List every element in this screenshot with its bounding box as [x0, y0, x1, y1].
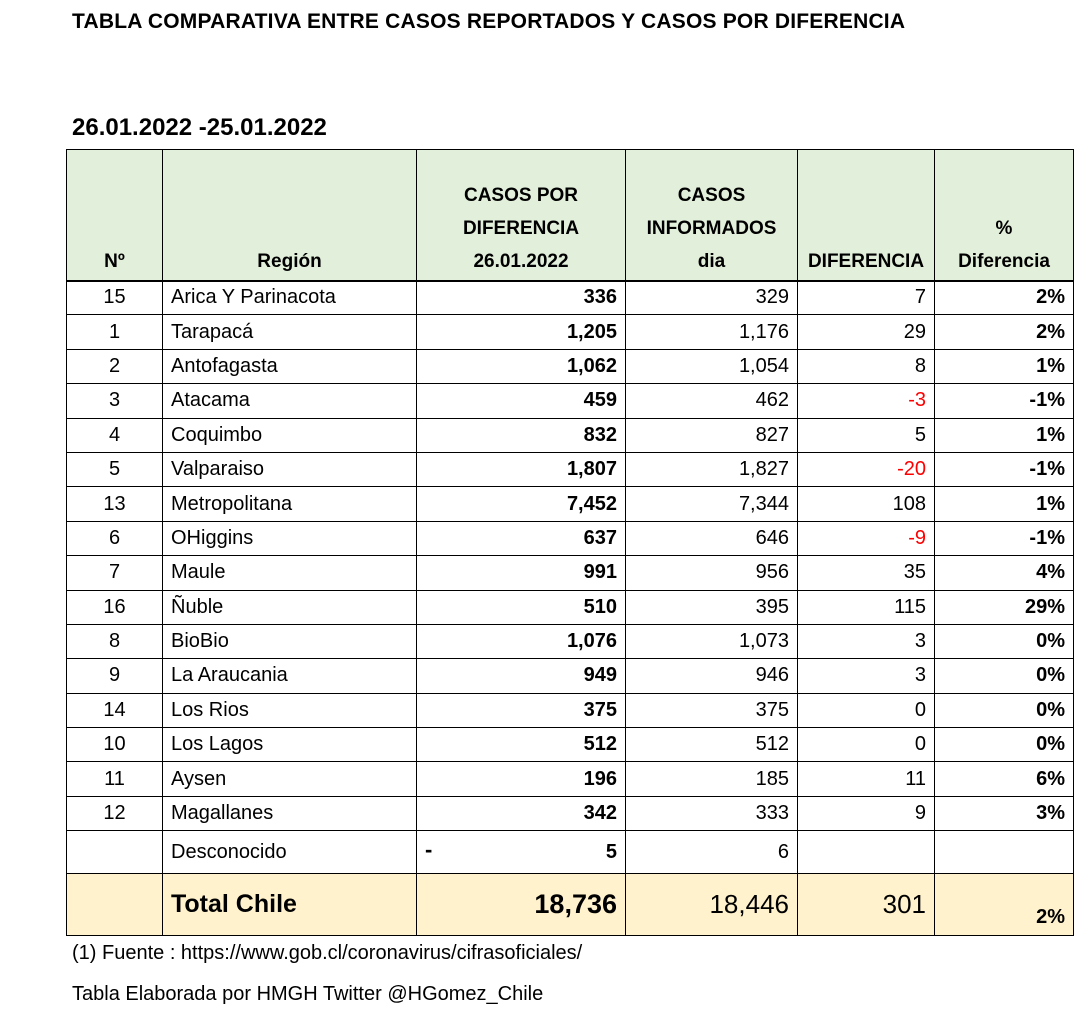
cell-pct: -1% [935, 452, 1074, 486]
cell-pct: 1% [935, 418, 1074, 452]
cell-casos-informados: 646 [626, 521, 798, 555]
cell-diferencia: 3 [798, 624, 935, 658]
cell-casos-informados: 462 [626, 384, 798, 418]
cell-region: OHiggins [163, 521, 417, 555]
cell-casos-diferencia: 510 [417, 590, 626, 624]
cell-region: Tarapacá [163, 315, 417, 349]
cell-diferencia: 108 [798, 487, 935, 521]
table-row [67, 521, 1074, 555]
table-row [67, 487, 1074, 521]
total-casos-informados: 18,446 [626, 874, 798, 936]
cell-region: Maule [163, 556, 417, 590]
header-region: Región [163, 150, 417, 281]
header-casos-informados [626, 150, 798, 281]
cell-casos-informados: 333 [626, 796, 798, 830]
table-row [67, 796, 1074, 830]
cell-region: Los Rios [163, 693, 417, 727]
total-label: Total Chile [163, 874, 417, 936]
cell-region: Antofagasta [163, 349, 417, 383]
cell-diferencia: 3 [798, 659, 935, 693]
cell-num: 10 [67, 728, 163, 762]
cell-diferencia: 0 [798, 728, 935, 762]
cell-casos-informados: 946 [626, 659, 798, 693]
header-line: DIFERENCIA [462, 217, 580, 239]
total-pct: 2% [935, 874, 1074, 936]
cell-casos-informados: 6 [626, 831, 798, 874]
cell-num: 8 [67, 624, 163, 658]
cell-diferencia: 7 [798, 281, 935, 315]
table-row [67, 452, 1074, 486]
table-row [67, 659, 1074, 693]
cell-diferencia: 9 [798, 796, 935, 830]
table-row-unknown [67, 831, 1074, 874]
cell-diferencia: 5 [798, 418, 935, 452]
cell-diferencia: -3 [798, 384, 935, 418]
header-line: % [995, 217, 1013, 239]
cell-casos-diferencia [417, 831, 626, 874]
cell-num: 11 [67, 762, 163, 796]
cell-region: Coquimbo [163, 418, 417, 452]
cell-pct: 0% [935, 659, 1074, 693]
cell-pct: -1% [935, 521, 1074, 555]
date-range: 26.01.2022 -25.01.2022 [72, 114, 327, 141]
cell-pct: 3% [935, 796, 1074, 830]
cell-pct: 1% [935, 487, 1074, 521]
table-row [67, 590, 1074, 624]
cell-num: 3 [67, 384, 163, 418]
cell-region: Aysen [163, 762, 417, 796]
cell-pct: 2% [935, 315, 1074, 349]
cell-diferencia: 8 [798, 349, 935, 383]
cell-pct: -1% [935, 384, 1074, 418]
table-row [67, 315, 1074, 349]
cell-num: 14 [67, 693, 163, 727]
footer-credit: Tabla Elaborada por HMGH Twitter @HGomez_Chile [72, 983, 544, 1005]
cell-casos-informados: 375 [626, 693, 798, 727]
table-row [67, 418, 1074, 452]
cell-num: 16 [67, 590, 163, 624]
cell-diferencia: 0 [798, 693, 935, 727]
comparison-table [66, 149, 1074, 936]
table-row [67, 762, 1074, 796]
cell-casos-informados: 512 [626, 728, 798, 762]
cell-casos-diferencia: 375 [417, 693, 626, 727]
cell-value: 5 [605, 840, 617, 863]
cell-casos-diferencia: 196 [417, 762, 626, 796]
cell-casos-diferencia: 1,062 [417, 349, 626, 383]
total-diferencia: 301 [798, 874, 935, 936]
cell-casos-diferencia: 512 [417, 728, 626, 762]
page-title: TABLA COMPARATIVA ENTRE CASOS REPORTADOS Y CASOS POR DIFERENCIA [72, 10, 906, 33]
cell-casos-diferencia: 1,807 [417, 452, 626, 486]
table-row [67, 281, 1074, 315]
header-line: CASOS [677, 184, 746, 206]
cell-region: Desconocido [163, 831, 417, 874]
cell-num: 1 [67, 315, 163, 349]
cell-num: 9 [67, 659, 163, 693]
cell-num: 15 [67, 281, 163, 315]
cell-diferencia [798, 831, 935, 874]
table-row [67, 624, 1074, 658]
table-row [67, 693, 1074, 727]
cell-casos-diferencia: 459 [417, 384, 626, 418]
cell-region: Ñuble [163, 590, 417, 624]
total-casos-diferencia: 18,736 [417, 874, 626, 936]
cell-pct: 4% [935, 556, 1074, 590]
cell-casos-diferencia: 637 [417, 521, 626, 555]
table-row [67, 349, 1074, 383]
cell-casos-informados: 827 [626, 418, 798, 452]
cell-casos-diferencia: 832 [417, 418, 626, 452]
header-row [67, 150, 1074, 281]
cell-pct: 0% [935, 624, 1074, 658]
header-line: INFORMADOS [646, 217, 777, 239]
cell-region: Arica Y Parinacota [163, 281, 417, 315]
footer-source: (1) Fuente : https://www.gob.cl/coronavirus/cifrasoficiales/ [72, 942, 583, 964]
cell-region: BioBio [163, 624, 417, 658]
cell-casos-diferencia: 336 [417, 281, 626, 315]
table-row [67, 556, 1074, 590]
cell-casos-diferencia: 1,205 [417, 315, 626, 349]
cell-casos-diferencia: 991 [417, 556, 626, 590]
header-line: 26.01.2022 [473, 250, 569, 272]
cell-casos-informados: 7,344 [626, 487, 798, 521]
cell-diferencia: 29 [798, 315, 935, 349]
cell-pct: 0% [935, 693, 1074, 727]
cell-casos-diferencia: 1,076 [417, 624, 626, 658]
header-num: Nº [67, 150, 163, 281]
cell-diferencia: 115 [798, 590, 935, 624]
cell-diferencia: -9 [798, 521, 935, 555]
cell-casos-informados: 395 [626, 590, 798, 624]
cell-casos-informados: 1,054 [626, 349, 798, 383]
cell-num [67, 831, 163, 874]
header-line: CASOS POR [463, 184, 579, 206]
cell-casos-informados: 1,176 [626, 315, 798, 349]
table-row [67, 384, 1074, 418]
header-diferencia: DIFERENCIA [798, 150, 935, 281]
dash-mark: - [425, 837, 433, 863]
cell-diferencia: -20 [798, 452, 935, 486]
cell-num [67, 874, 163, 936]
cell-region: La Araucania [163, 659, 417, 693]
cell-pct: 0% [935, 728, 1074, 762]
cell-num: 7 [67, 556, 163, 590]
cell-casos-informados: 185 [626, 762, 798, 796]
cell-pct [935, 831, 1074, 874]
cell-region: Los Lagos [163, 728, 417, 762]
header-casos-diferencia [417, 150, 626, 281]
cell-pct: 6% [935, 762, 1074, 796]
cell-casos-diferencia: 949 [417, 659, 626, 693]
cell-casos-informados: 1,827 [626, 452, 798, 486]
cell-region: Atacama [163, 384, 417, 418]
header-line: dia [697, 250, 726, 272]
cell-casos-diferencia: 7,452 [417, 487, 626, 521]
cell-pct: 1% [935, 349, 1074, 383]
cell-num: 12 [67, 796, 163, 830]
table-row-total [67, 874, 1074, 936]
cell-pct: 29% [935, 590, 1074, 624]
cell-diferencia: 35 [798, 556, 935, 590]
cell-num: 6 [67, 521, 163, 555]
header-pct-diferencia [935, 150, 1074, 281]
cell-num: 4 [67, 418, 163, 452]
cell-diferencia: 11 [798, 762, 935, 796]
cell-casos-diferencia: 342 [417, 796, 626, 830]
cell-region: Magallanes [163, 796, 417, 830]
cell-num: 5 [67, 452, 163, 486]
cell-num: 13 [67, 487, 163, 521]
header-line: Diferencia [958, 250, 1050, 272]
cell-num: 2 [67, 349, 163, 383]
cell-casos-informados: 329 [626, 281, 798, 315]
cell-region: Metropolitana [163, 487, 417, 521]
cell-casos-informados: 1,073 [626, 624, 798, 658]
cell-region: Valparaiso [163, 452, 417, 486]
table-row [67, 728, 1074, 762]
cell-pct: 2% [935, 281, 1074, 315]
cell-casos-informados: 956 [626, 556, 798, 590]
